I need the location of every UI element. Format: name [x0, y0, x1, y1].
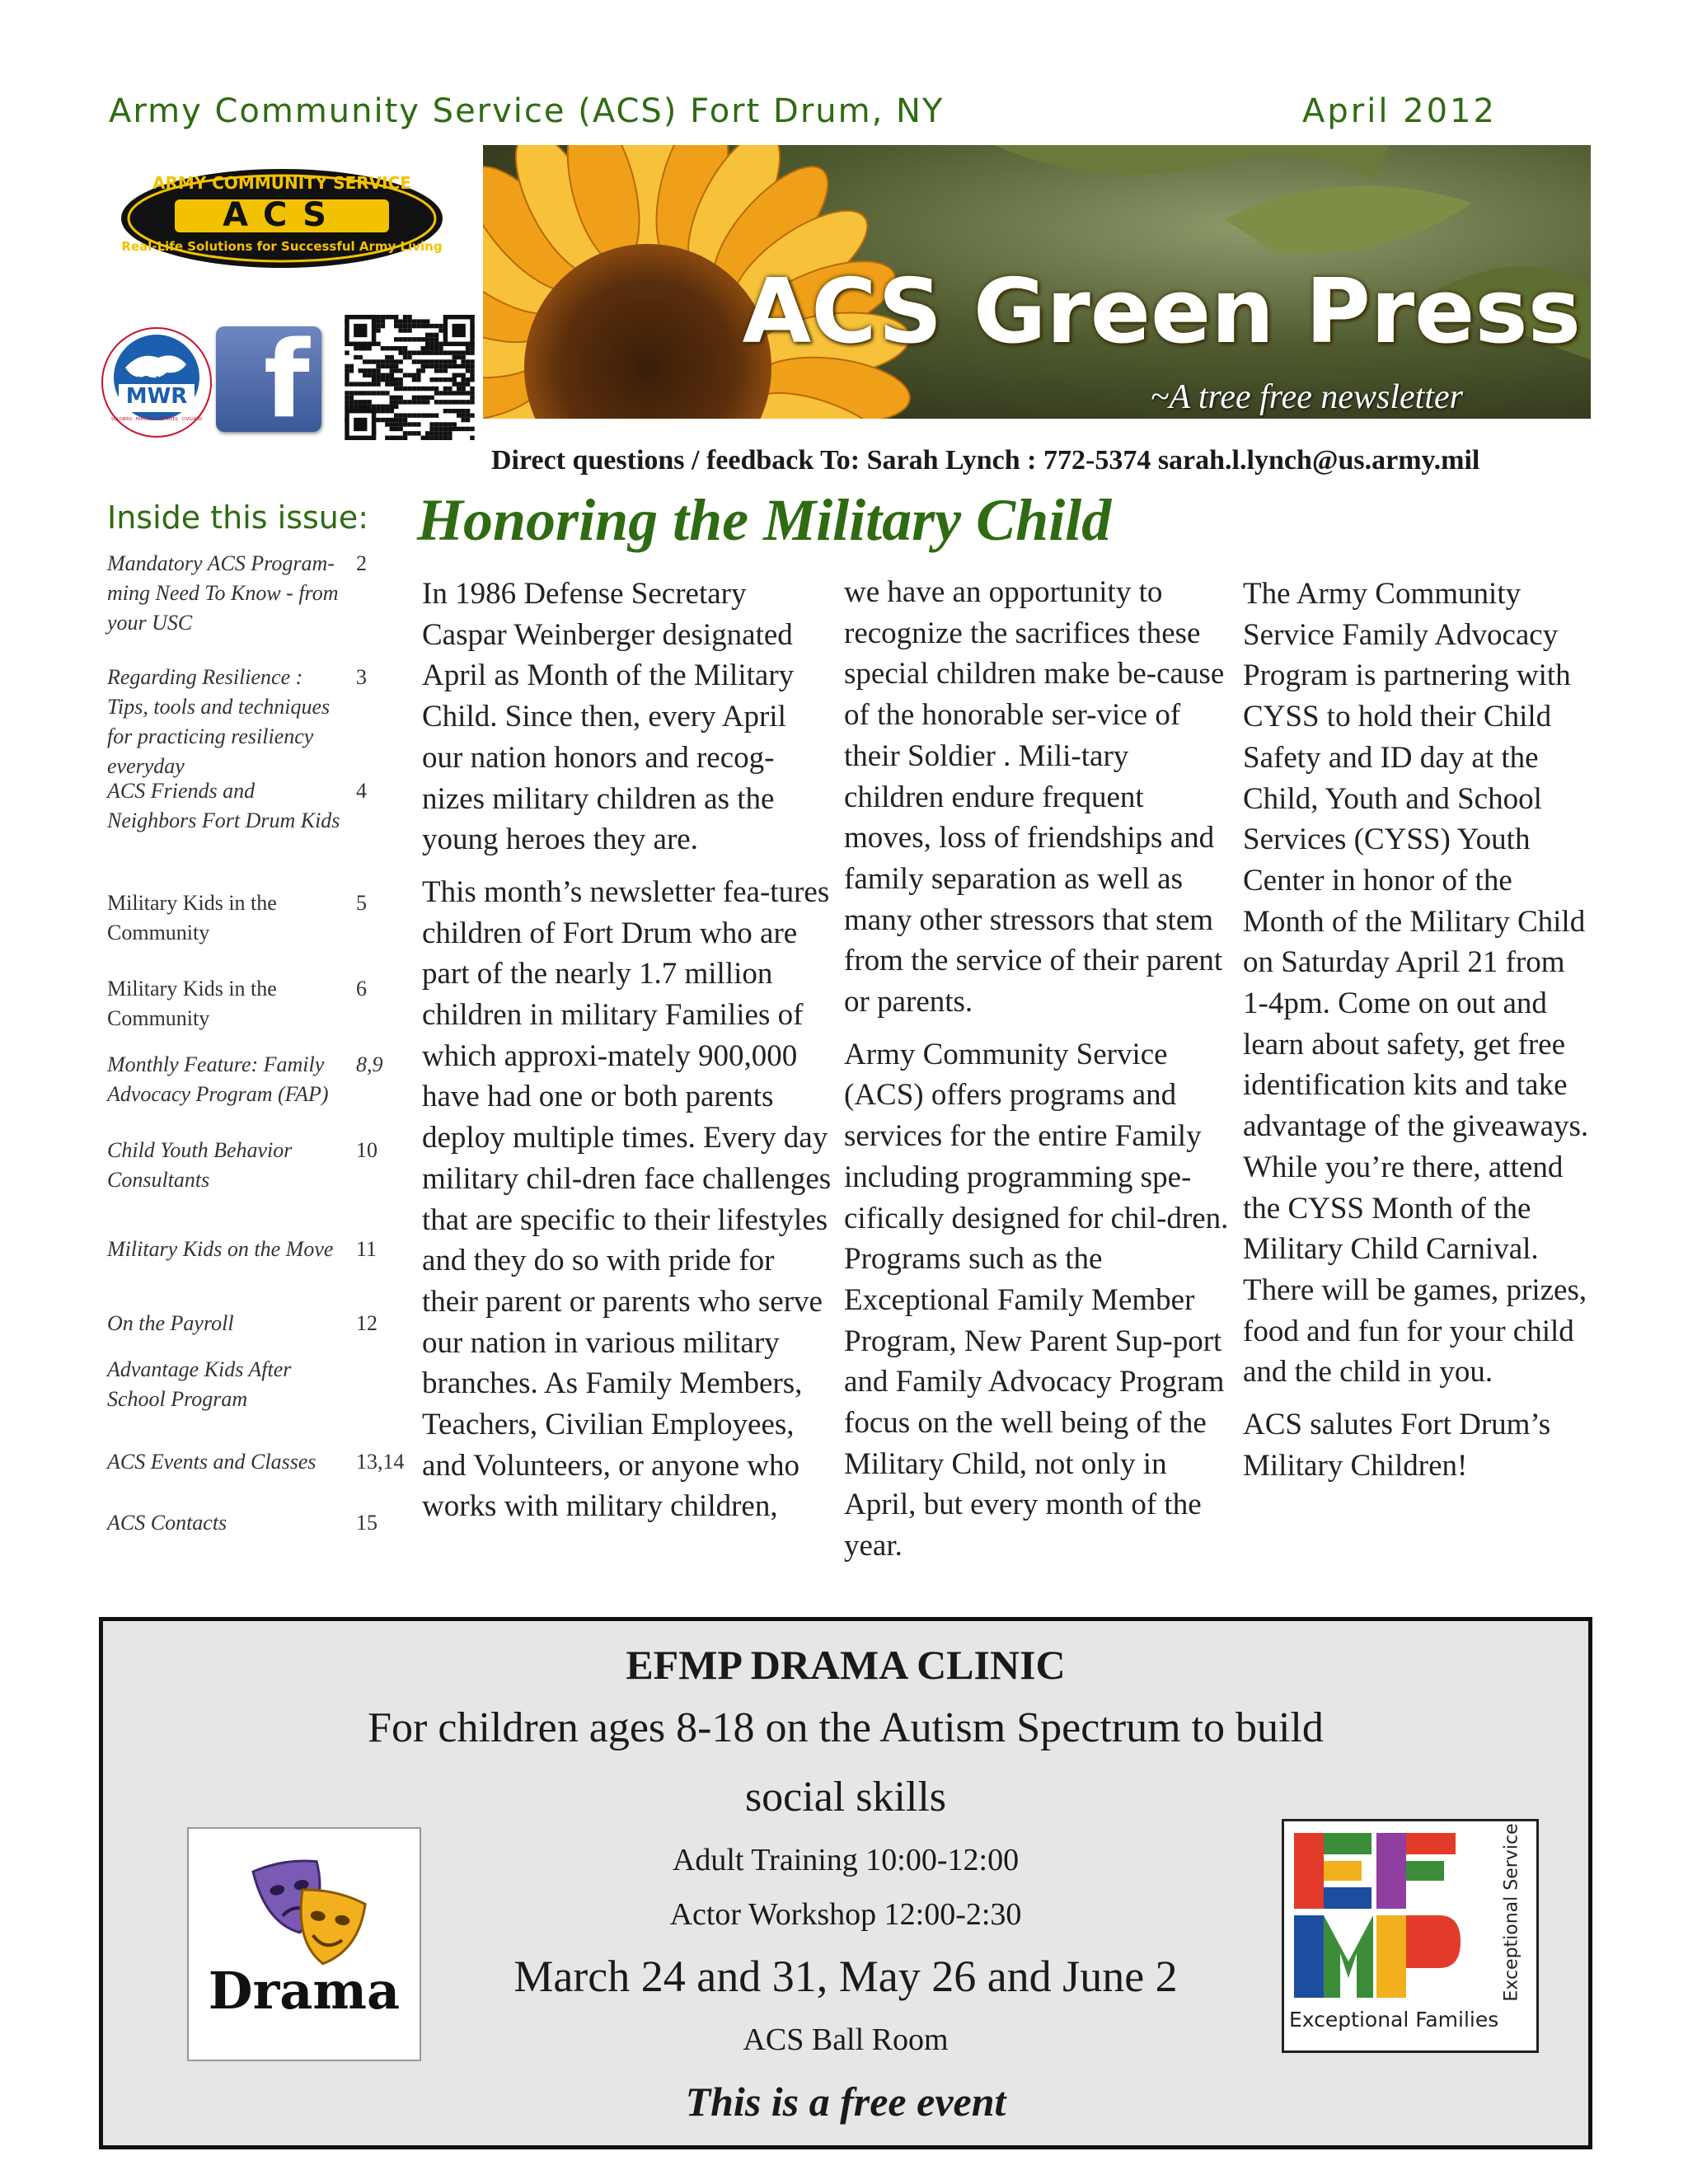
box-line: social skills	[744, 1774, 947, 1821]
article-headline: Honoring the Military Child	[417, 487, 1112, 553]
toc-item-label: Military Kids in the Community	[107, 977, 277, 1030]
contact-line: Direct questions / feedback To: Sarah Lynch : 772-5374 sarah.l.lynch@us.army.mil	[491, 445, 1480, 476]
acs-logo-top-text: ARMY COMMUNITY SERVICE	[152, 173, 411, 193]
toc-item-label: Advantage Kids After School Program	[107, 1357, 292, 1411]
toc-item-page: 5	[356, 891, 367, 915]
efmp-drama-clinic-box	[99, 1617, 1592, 2149]
toc-item-label: ACS Events and Classes	[107, 1450, 316, 1474]
article-column-3	[1243, 574, 1597, 1497]
toc-item-page: 2	[356, 551, 367, 575]
facebook-letter: f	[264, 319, 310, 442]
efmp-logo	[1282, 1819, 1539, 2053]
newsletter-subtitle: ~A tree free newsletter	[1150, 378, 1463, 416]
efmp-side-text-wrap	[1495, 1823, 1528, 2008]
toc-item-label: Military Kids in the Community	[107, 891, 277, 944]
toc-item-page: 4	[356, 779, 367, 803]
toc-item-page: 11	[356, 1237, 377, 1261]
article-column-2	[844, 572, 1231, 1578]
issue-date: April 2012	[1302, 92, 1497, 130]
mwr-main-text: MWR	[125, 384, 188, 409]
article-paragraph: The Army Community Service Family Advocacy Program is partnering with CYSS to hold their Child Safety and ID day at the Child, Youth and School Services (CYSS) Youth Center in honor of the Month of the Military Child on Saturday April 21 from 1-4pm. Come on out and learn about safety, get free identification kits and take advantage of the giveaways. While you’re there, attend the CYSS Month of the Military Child Carnival. There will be games, prizes, food and fun for your child and the child in you.	[1243, 577, 1589, 1390]
box-title: EFMP DRAMA CLINIC	[626, 1642, 1066, 1688]
acs-logo-bottom-text: Real-Life Solutions for Successful Army Living	[121, 239, 443, 254]
mwr-top-text: U.S. ARMY	[133, 374, 181, 385]
acs-logo	[117, 165, 447, 272]
box-line: ACS Ball Room	[743, 2022, 949, 2057]
inside-this-issue-title: Inside this issue:	[107, 499, 369, 536]
box-line: Actor Workshop 12:00-2:30	[669, 1897, 1022, 1932]
toc-item-page: 10	[356, 1138, 377, 1162]
article-paragraph: In 1986 Defense Secretary Caspar Weinberger designated April as Month of the Military Child. Since then, every April our nation honors and recog-nizes military children as the young heroes they are.	[422, 577, 795, 857]
facebook-icon[interactable]	[216, 319, 321, 442]
toc-item-label: Mandatory ACS Program-ming Need To Know - from your USC	[107, 551, 339, 635]
toc-item-page: 13,14	[356, 1450, 405, 1474]
toc-item-label: On the Payroll	[107, 1311, 234, 1335]
box-line: Adult Training 10:00-12:00	[672, 1843, 1020, 1877]
box-line: This is a free event	[685, 2079, 1006, 2125]
mwr-logo	[101, 326, 213, 438]
efmp-bottom-text: Exceptional Families	[1289, 2008, 1499, 2032]
toc-item-label: Monthly Feature: Family Advocacy Program (FAP)	[107, 1052, 329, 1106]
article-column-1	[422, 574, 834, 1539]
toc-item-page: 12	[356, 1311, 377, 1335]
toc-item-page: 15	[356, 1511, 377, 1535]
acs-logo-mid-text: ACS	[223, 196, 341, 234]
drama-logo-word: Drama	[208, 1961, 401, 2021]
efmp-side-text: Exceptional Service	[1501, 1823, 1522, 2002]
toc-item-label: ACS Contacts	[107, 1511, 227, 1535]
article-paragraph: ACS salutes Fort Drum’s Military Children!	[1243, 1408, 1551, 1483]
toc-item-page: 6	[356, 977, 367, 1001]
toc-item-label: Military Kids on the Move	[107, 1237, 334, 1261]
toc-item-page: 8,9	[356, 1052, 383, 1076]
article-paragraph: This month’s newsletter fea-tures children of Fort Drum who are part of the nearly 1.7 million children in military Families of which approxi-mately 900,000 have had one or both parents deploy multiple times. Every day military chil-dren face challenges that are specific to their lifestyles and they do so with pride for their parent or parents who serve our nation in various military branches. As Family Members, Teachers, Civilian Employees, and Volunteers, or anyone who works with military children,	[422, 874, 832, 1524]
box-line: For children ages 8-18 on the Autism Spectrum to build	[368, 1704, 1324, 1751]
article-paragraph: we have an opportunity to recognize the sacrifices these special children make be-cause of the honorable ser-vice of their Soldier . Mili-tary children endure frequent moves, loss of friendships and family separation as well as many other stressors that stem from the service of their parent or parents.	[844, 575, 1225, 1019]
box-line: March 24 and 31, May 26 and June 2	[513, 1952, 1178, 2001]
toc-item-page: 3	[356, 665, 367, 689]
article-paragraph: Army Community Service (ACS) offers programs and services for the entire Family including programming spe-cifically designed for chil-dren. Programs such as the Exceptional Family Member Program, New Parent Sup-port and Family Advocacy Program focus on the well being of the Military Child, not only in April, but every month of the year.	[844, 1037, 1229, 1563]
toc-item-label: Regarding Resilience : Tips, tools and techniques for practicing resiliency everyday	[107, 665, 331, 778]
toc-item-label: ACS Friends and Neighbors Fort Drum Kids	[107, 779, 340, 832]
newsletter-title: ACS Green Press	[742, 260, 1581, 363]
organization-line: Army Community Service (ACS) Fort Drum, NY	[109, 92, 945, 130]
qr-code	[345, 315, 475, 440]
mwr-ring-text: SOLDIERS · FAMILIES · RETIREES · CIVILIANS	[110, 417, 203, 422]
drama-masks-image	[187, 1827, 421, 2061]
toc-item-label: Child Youth Behavior Consultants	[107, 1138, 293, 1192]
newsletter-banner	[483, 145, 1591, 419]
